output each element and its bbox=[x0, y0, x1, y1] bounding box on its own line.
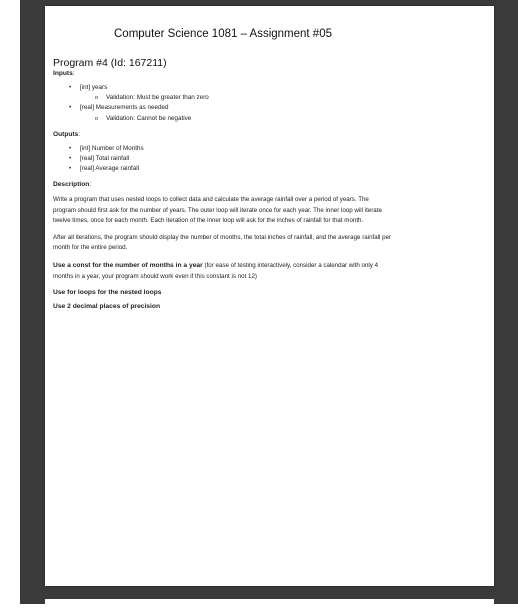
list-item: • [real] Average rainfall bbox=[53, 164, 393, 174]
document-content bbox=[53, 28, 393, 310]
description-label: Description bbox=[53, 181, 90, 189]
list-item: o Validation: Must be greater than zero bbox=[53, 93, 393, 103]
list-item: o Validation: Cannot be negative bbox=[53, 114, 393, 124]
outputs-heading: Outputs: bbox=[53, 130, 81, 138]
inputs-heading: Inputs: bbox=[53, 70, 75, 77]
list-item: • [real] Measurements as needed bbox=[53, 103, 393, 113]
precision-requirement: Use 2 decimal places of precision bbox=[53, 302, 161, 310]
inputs-label: Inputs bbox=[53, 70, 73, 77]
inputs-list bbox=[53, 83, 393, 124]
program-title: Program #4 (Id: 167211) bbox=[53, 57, 167, 69]
loops-requirement: Use for loops for the nested loops bbox=[53, 288, 162, 296]
description-paragraph: Write a program that uses nested loops to collect data and calculate the average rainfall over a period of years. The program should first ask for the number of years. The outer loop will iterate once for each year. The inner loop will iterate twelve times, once for each month. Each iteration of the inner loop will ask for the inches of rainfall for that month. bbox=[53, 196, 382, 224]
next-page-edge[interactable] bbox=[45, 599, 494, 609]
outputs-label: Outputs bbox=[53, 130, 79, 138]
description-paragraph: After all iterations, the program should display the number of months, the total inches of rainfall, and the average rainfall per month for the entire period. bbox=[53, 234, 392, 252]
list-item: • [int] Number of Months bbox=[53, 144, 393, 154]
list-item: • [int] years bbox=[53, 83, 393, 93]
outputs-list bbox=[53, 144, 393, 175]
list-item: • [real] Total rainfall bbox=[53, 154, 393, 164]
const-requirement bbox=[53, 261, 393, 281]
const-requirement-detail: (for ease of testing interactively, consider a calendar with only 4 months in a year, your program should work even if this constant is not 12) bbox=[53, 262, 379, 280]
document-title: Computer Science 1081 – Assignment #05 bbox=[114, 28, 332, 40]
description-heading: Description: bbox=[53, 181, 92, 189]
const-requirement-bold: Use a const for the number of months in a year bbox=[53, 262, 203, 270]
window-edge bbox=[0, 0, 20, 604]
